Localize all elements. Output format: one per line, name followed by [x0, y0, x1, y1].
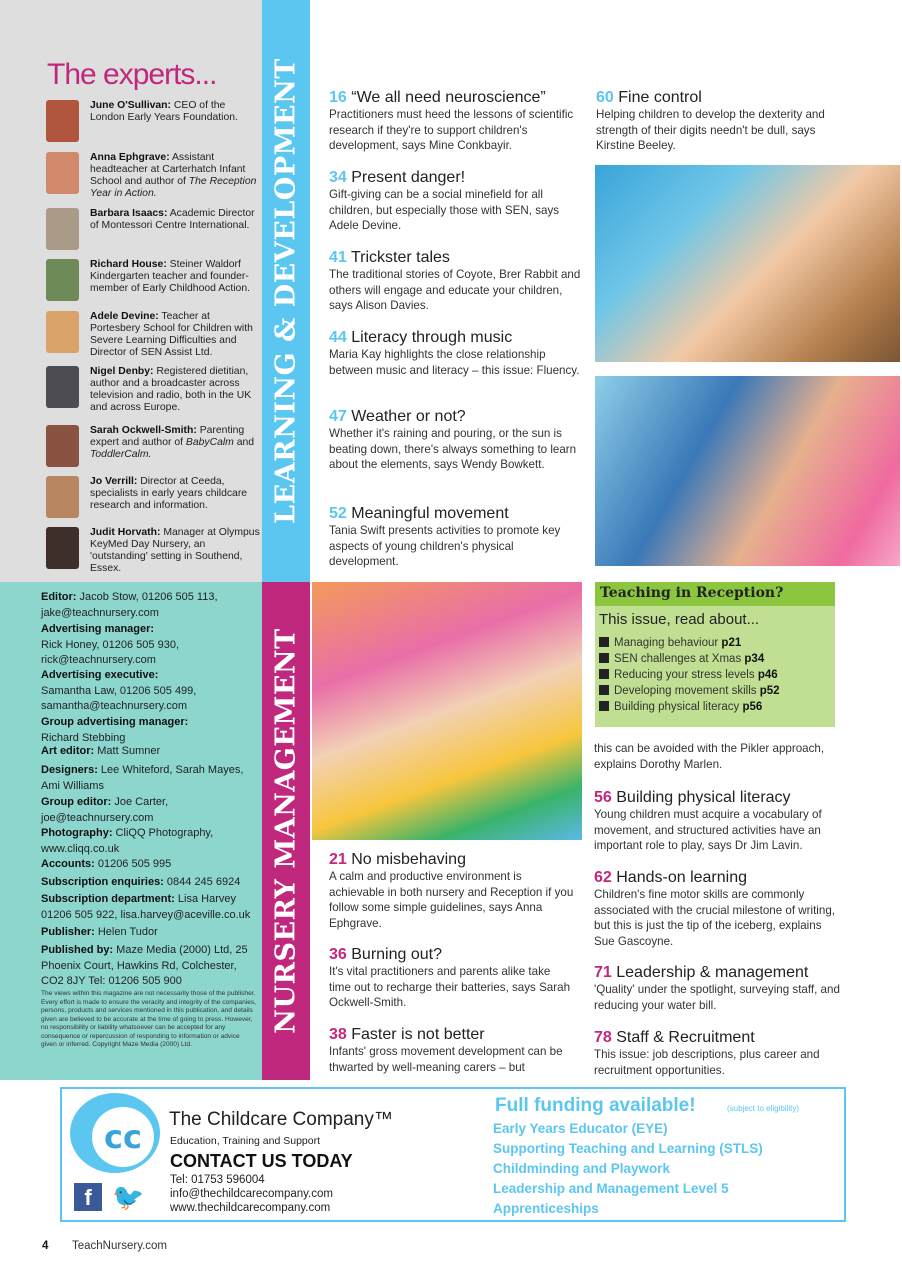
article-summary: The traditional stories of Coyote, Brer Rabbit and others will engage and educate your children, says Alison Davies. — [329, 268, 581, 312]
expert-entry — [46, 425, 260, 473]
credit-entry — [41, 875, 261, 891]
facebook-icon[interactable]: f — [74, 1183, 102, 1211]
credit-label: Subscription enquiries: — [41, 876, 164, 888]
company-email[interactable]: info@thechildcarecompany.com — [170, 1188, 333, 1200]
reception-item[interactable] — [599, 653, 764, 665]
expert-photo — [46, 100, 79, 142]
credit-text: 01206 505 995 — [94, 858, 172, 870]
credit-label: Group advertising manager: — [41, 716, 189, 728]
course-item: Early Years Educator (EYE) — [493, 1121, 668, 1136]
expert-photo — [46, 152, 79, 194]
credit-entry — [41, 826, 261, 857]
article-page-number: 56 — [594, 789, 612, 806]
bullet-square-icon — [599, 637, 609, 647]
article-page-number: 21 — [329, 851, 347, 868]
article-page-number: 71 — [594, 964, 612, 981]
reception-box — [595, 582, 835, 727]
reception-subtitle: This issue, read about... — [599, 611, 760, 628]
article-page-number: 38 — [329, 1026, 347, 1043]
expert-photo — [46, 311, 79, 353]
reception-item-page: p56 — [742, 701, 763, 713]
nursery-management-band — [262, 582, 310, 1080]
article-page-number: 78 — [594, 1029, 612, 1046]
article-heading: Present danger! — [346, 169, 466, 186]
article-page-number: 60 — [596, 89, 614, 106]
reception-item-page: p34 — [744, 653, 765, 665]
article-page-number: 34 — [329, 169, 347, 186]
article-heading: Faster is not better — [346, 1026, 485, 1043]
article[interactable] — [596, 88, 851, 154]
expert-name: Nigel Denby: — [90, 366, 154, 377]
reception-item[interactable] — [599, 685, 780, 697]
article-page-number: 52 — [329, 505, 347, 522]
expert-entry — [46, 152, 260, 200]
funding-title: Full funding available! — [495, 1095, 696, 1116]
expert-desc: CEO of the London Early Years Foundation. — [90, 100, 238, 123]
credit-label: Accounts: — [41, 858, 95, 870]
credit-label: Advertising executive: — [41, 669, 159, 681]
reception-item-text: Building physical literacy — [614, 701, 743, 713]
expert-bio — [90, 259, 262, 295]
reception-item-page: p52 — [759, 685, 780, 697]
article[interactable] — [329, 88, 584, 154]
bullet-square-icon — [599, 653, 609, 663]
credit-entry — [41, 857, 261, 873]
expert-bio — [90, 208, 262, 232]
credit-text: Lee Whiteford, Sarah Mayes, Ami Williams — [41, 764, 244, 792]
company-phone: Tel: 01753 596004 — [170, 1174, 265, 1186]
reception-item[interactable] — [599, 669, 778, 681]
expert-photo — [46, 476, 79, 518]
article[interactable] — [329, 407, 584, 473]
company-tagline: Education, Training and Support — [170, 1135, 321, 1147]
article-heading: “We all need neuroscience” — [346, 89, 546, 106]
article-title — [596, 88, 851, 107]
reception-item-text: Reducing your stress levels — [614, 669, 758, 681]
credit-text: Jacob Stow, 01206 505 113, jake@teachnursery.com — [41, 591, 218, 619]
reception-item-page: p21 — [721, 637, 742, 649]
course-item: Childminding and Playwork — [493, 1161, 671, 1176]
company-website[interactable]: www.thechildcarecompany.com — [170, 1202, 331, 1214]
credit-text: Helen Tudor — [94, 926, 158, 938]
bullet-square-icon — [599, 685, 609, 695]
article[interactable] — [329, 945, 574, 1011]
article[interactable] — [329, 850, 574, 931]
article-summary: 'Quality' under the spotlight, surveying staff, and reducing your water bill. — [594, 983, 840, 1012]
article-summary: This issue: job descriptions, plus career and recruitment opportunities. — [594, 1048, 820, 1077]
disclaimer: The views within this magazine are not necessarily those of the publisher. Every effort is made to ensure the veracity and integrity of the companies, persons, products and services mentioned in this publication, and details given are believed to be accurate at the time of going to press. However, no responsibility or liability whatsoever can be accepted for any consequence or repercussion of responding to information or advice given or inferred. Copyright Maze Media (2000) Ltd. — [41, 990, 257, 1048]
reception-item-text: SEN challenges at Xmas — [614, 653, 745, 665]
article-heading: Leadership & management — [611, 964, 809, 981]
credit-label: Art editor: — [41, 745, 95, 757]
expert-bio — [90, 476, 262, 512]
article[interactable] — [329, 168, 584, 234]
expert-photo — [46, 259, 79, 301]
article-summary: A calm and productive environment is achievable in both nursery and Reception if you follow some simple guidelines, says Anna Ephgrave. — [329, 870, 574, 930]
credit-label: Published by: — [41, 944, 114, 956]
expert-entry — [46, 366, 260, 414]
credit-entry — [41, 892, 261, 923]
company-name: The Childcare Company™ — [169, 1109, 393, 1130]
credit-entry — [41, 795, 261, 826]
expert-bio — [90, 527, 262, 575]
article-page-number: 47 — [329, 408, 347, 425]
expert-bio — [90, 100, 262, 124]
logo-cc-mark: cc — [92, 1107, 154, 1167]
article-title — [329, 945, 574, 964]
credit-entry — [41, 622, 261, 669]
article-page-number: 36 — [329, 946, 347, 963]
continuation-text: this can be avoided with the Pikler approach, explains Dorothy Marlen. — [594, 742, 825, 771]
article-heading: Building physical literacy — [611, 789, 791, 806]
article-title — [329, 504, 584, 523]
expert-name: Judit Horvath: — [90, 527, 161, 538]
course-item: Apprenticeships — [493, 1201, 599, 1216]
learning-development-band — [262, 0, 310, 582]
credit-label: Editor: — [41, 591, 77, 603]
reception-item-text: Managing behaviour — [614, 637, 722, 649]
credit-entry — [41, 744, 261, 760]
expert-desc: Parenting expert and author of — [90, 425, 245, 448]
childcare-company-ad[interactable] — [60, 1087, 846, 1222]
article-heading: Hands-on learning — [611, 869, 747, 886]
credit-label: Advertising manager: — [41, 623, 155, 635]
credit-entry — [41, 925, 261, 941]
article[interactable] — [594, 868, 844, 949]
credit-label: Photography: — [41, 827, 113, 839]
article-heading: Fine control — [613, 89, 702, 106]
article-title — [329, 88, 584, 107]
site-url: TeachNursery.com — [72, 1240, 168, 1252]
credit-entry — [41, 715, 261, 746]
article-page-number: 16 — [329, 89, 347, 106]
photo-children-classroom — [595, 165, 900, 362]
contact-heading: CONTACT US TODAY — [170, 1151, 353, 1171]
article-title — [594, 963, 844, 982]
article-summary: Helping children to develop the dexterity and strength of their digits needn't be dull, says Kirstine Beeley. — [596, 108, 825, 152]
article-summary: Practitioners must heed the lessons of scientific research if they're to support children's development, says Mine Conkbayir. — [329, 108, 574, 152]
credit-text: Matt Sumner — [94, 745, 161, 757]
credit-label: Group editor: — [41, 796, 112, 808]
credit-label: Subscription department: — [41, 893, 175, 905]
article-title — [329, 248, 584, 267]
expert-desc: Manager at Olympus KeyMed Day Nursery, an 'outstanding' setting in Southend, Essex. — [90, 527, 260, 574]
credit-label: Designers: — [41, 764, 98, 776]
expert-name: June O'Sullivan: — [90, 100, 171, 111]
article[interactable] — [594, 963, 844, 1013]
credit-text: Rick Honey, 01206 505 930, rick@teachnursery.com — [41, 638, 179, 666]
expert-name: Richard House: — [90, 259, 167, 270]
expert-entry — [46, 311, 260, 359]
expert-entry — [46, 259, 260, 307]
article-heading: Meaningful movement — [346, 505, 509, 522]
article[interactable] — [329, 328, 584, 378]
credit-entry — [41, 668, 261, 715]
expert-bio — [90, 425, 262, 461]
expert-name: Anna Ephgrave: — [90, 152, 170, 163]
article-title — [594, 868, 844, 887]
photo-child-playdough — [595, 376, 900, 566]
nursery-management-label: NURSERY MANAGEMENT — [270, 628, 302, 1034]
company-logo — [70, 1093, 160, 1173]
expert-desc: Steiner Waldorf Kindergarten teacher and founder-member of Early Childhood Action. — [90, 259, 250, 294]
expert-desc: Teacher at Portesbery School for Children with Severe Learning Difficulties and Director of SEN Assist Ltd. — [90, 311, 253, 358]
expert-entry — [46, 100, 260, 148]
expert-entry — [46, 208, 260, 256]
credit-text: 0844 245 6924 — [163, 876, 241, 888]
article-summary: Gift-giving can be a social minefield for all children, but especially those with SEN, says Adele Devine. — [329, 188, 560, 232]
article[interactable] — [594, 1028, 844, 1078]
expert-name: Barbara Isaacs: — [90, 208, 168, 219]
credit-label: Publisher: — [41, 926, 95, 938]
article-page-number: 41 — [329, 249, 347, 266]
article-summary: Tania Swift presents activities to promote key aspects of young children's physical development. — [329, 524, 561, 568]
article[interactable] — [329, 248, 584, 314]
article-summary: Maria Kay highlights the close relationship between music and literacy – this issue: Fluency. — [329, 348, 580, 377]
expert-bio — [90, 366, 262, 414]
article-title — [329, 168, 584, 187]
expert-desc: Assistant headteacher at Carterhatch Infant School and author of — [90, 152, 246, 187]
credit-text: Lisa Harvey 01206 505 922, lisa.harvey@aceville.co.uk — [41, 893, 251, 921]
article-heading: Staff & Recruitment — [611, 1029, 755, 1046]
article-page-number: 44 — [329, 329, 347, 346]
article-summary: Young children must acquire a vocabulary of movement, and structured activities have an important role to play, says Dr Jim Lavin. — [594, 808, 822, 852]
expert-desc: and — [233, 437, 255, 448]
credit-text: Joe Carter, joe@teachnursery.com — [41, 796, 169, 824]
expert-bio — [90, 311, 262, 359]
course-item: Leadership and Management Level 5 — [493, 1181, 729, 1196]
experts-title: The experts... — [47, 58, 217, 91]
article-title — [329, 1025, 574, 1044]
article-title — [594, 788, 844, 807]
article-page-number: 62 — [594, 869, 612, 886]
funding-note: (subject to eligibility) — [727, 1104, 800, 1113]
expert-name: Sarah Ockwell-Smith: — [90, 425, 197, 436]
article-heading: Trickster tales — [346, 249, 450, 266]
article-title — [594, 1028, 844, 1047]
article-heading: Burning out? — [346, 946, 442, 963]
expert-photo — [46, 425, 79, 467]
article[interactable] — [594, 788, 844, 854]
expert-book: ToddlerCalm. — [90, 449, 152, 460]
expert-desc: Academic Director of Montessori Centre International. — [90, 208, 255, 231]
reception-item[interactable] — [599, 701, 762, 713]
credit-text: Samantha Law, 01206 505 499, samantha@teachnursery.com — [41, 684, 197, 712]
expert-photo — [46, 366, 79, 408]
photo-baby-crawling — [312, 582, 582, 840]
article-title — [329, 407, 584, 426]
article[interactable] — [329, 504, 584, 570]
expert-photo — [46, 527, 79, 569]
article-title — [329, 328, 584, 347]
credit-entry — [41, 943, 261, 990]
expert-book: The Reception Year in Action. — [90, 176, 257, 199]
credit-entry — [41, 590, 261, 621]
bullet-square-icon — [599, 669, 609, 679]
article-heading: Literacy through music — [346, 329, 513, 346]
article-summary: Children's fine motor skills are commonly associated with the crucial milestone of writing, but this is just the tip of the iceberg, explains Sue Gascoyne. — [594, 888, 836, 948]
expert-entry — [46, 527, 260, 575]
article-summary: Infants' gross movement development can be thwarted by well-meaning carers – but — [329, 1045, 563, 1074]
article[interactable] — [329, 1025, 574, 1075]
credit-text: CliQQ Photography, www.cliqq.co.uk — [41, 827, 214, 855]
credit-text: Maze Media (2000) Ltd, 25 Phoenix Court, Hawkins Rd, Colchester, CO2 8JY Tel: 01206 505 900 — [41, 944, 248, 987]
expert-bio — [90, 152, 262, 200]
course-item: Supporting Teaching and Learning (STLS) — [493, 1141, 763, 1156]
credit-text: Richard Stebbing — [41, 731, 126, 744]
reception-title: Teaching in Reception? — [595, 582, 835, 606]
credit-entry — [41, 763, 261, 794]
expert-desc: Registered dietitian, author and a broadcaster across television and radio, both in the UK and across Europe. — [90, 366, 252, 413]
learning-development-label: LEARNING & DEVELOPMENT — [270, 58, 302, 524]
article-heading: No misbehaving — [346, 851, 466, 868]
page-number: 4 — [42, 1240, 49, 1252]
expert-photo — [46, 208, 79, 250]
article-summary: It's vital practitioners and parents alike take time out to recharge their batteries, says Sarah Ockwell-Smith. — [329, 965, 571, 1009]
expert-name: Adele Devine: — [90, 311, 159, 322]
bullet-square-icon — [599, 701, 609, 711]
article-heading: Weather or not? — [346, 408, 466, 425]
expert-desc: Director at Ceeda, specialists in early years childcare research and information. — [90, 476, 248, 511]
expert-book: BabyCalm — [185, 437, 234, 448]
expert-entry — [46, 476, 260, 524]
reception-item-page: p46 — [757, 669, 778, 681]
article-summary: Whether it's raining and pouring, or the sun is beating down, there's always something to learn about the elements, says Wendy Bowkett. — [329, 427, 577, 471]
twitter-icon[interactable]: 🐦 — [112, 1182, 145, 1212]
reception-item-text: Developing movement skills — [614, 685, 760, 697]
expert-name: Jo Verrill: — [90, 476, 138, 487]
reception-item[interactable] — [599, 637, 741, 649]
article-title — [329, 850, 574, 869]
